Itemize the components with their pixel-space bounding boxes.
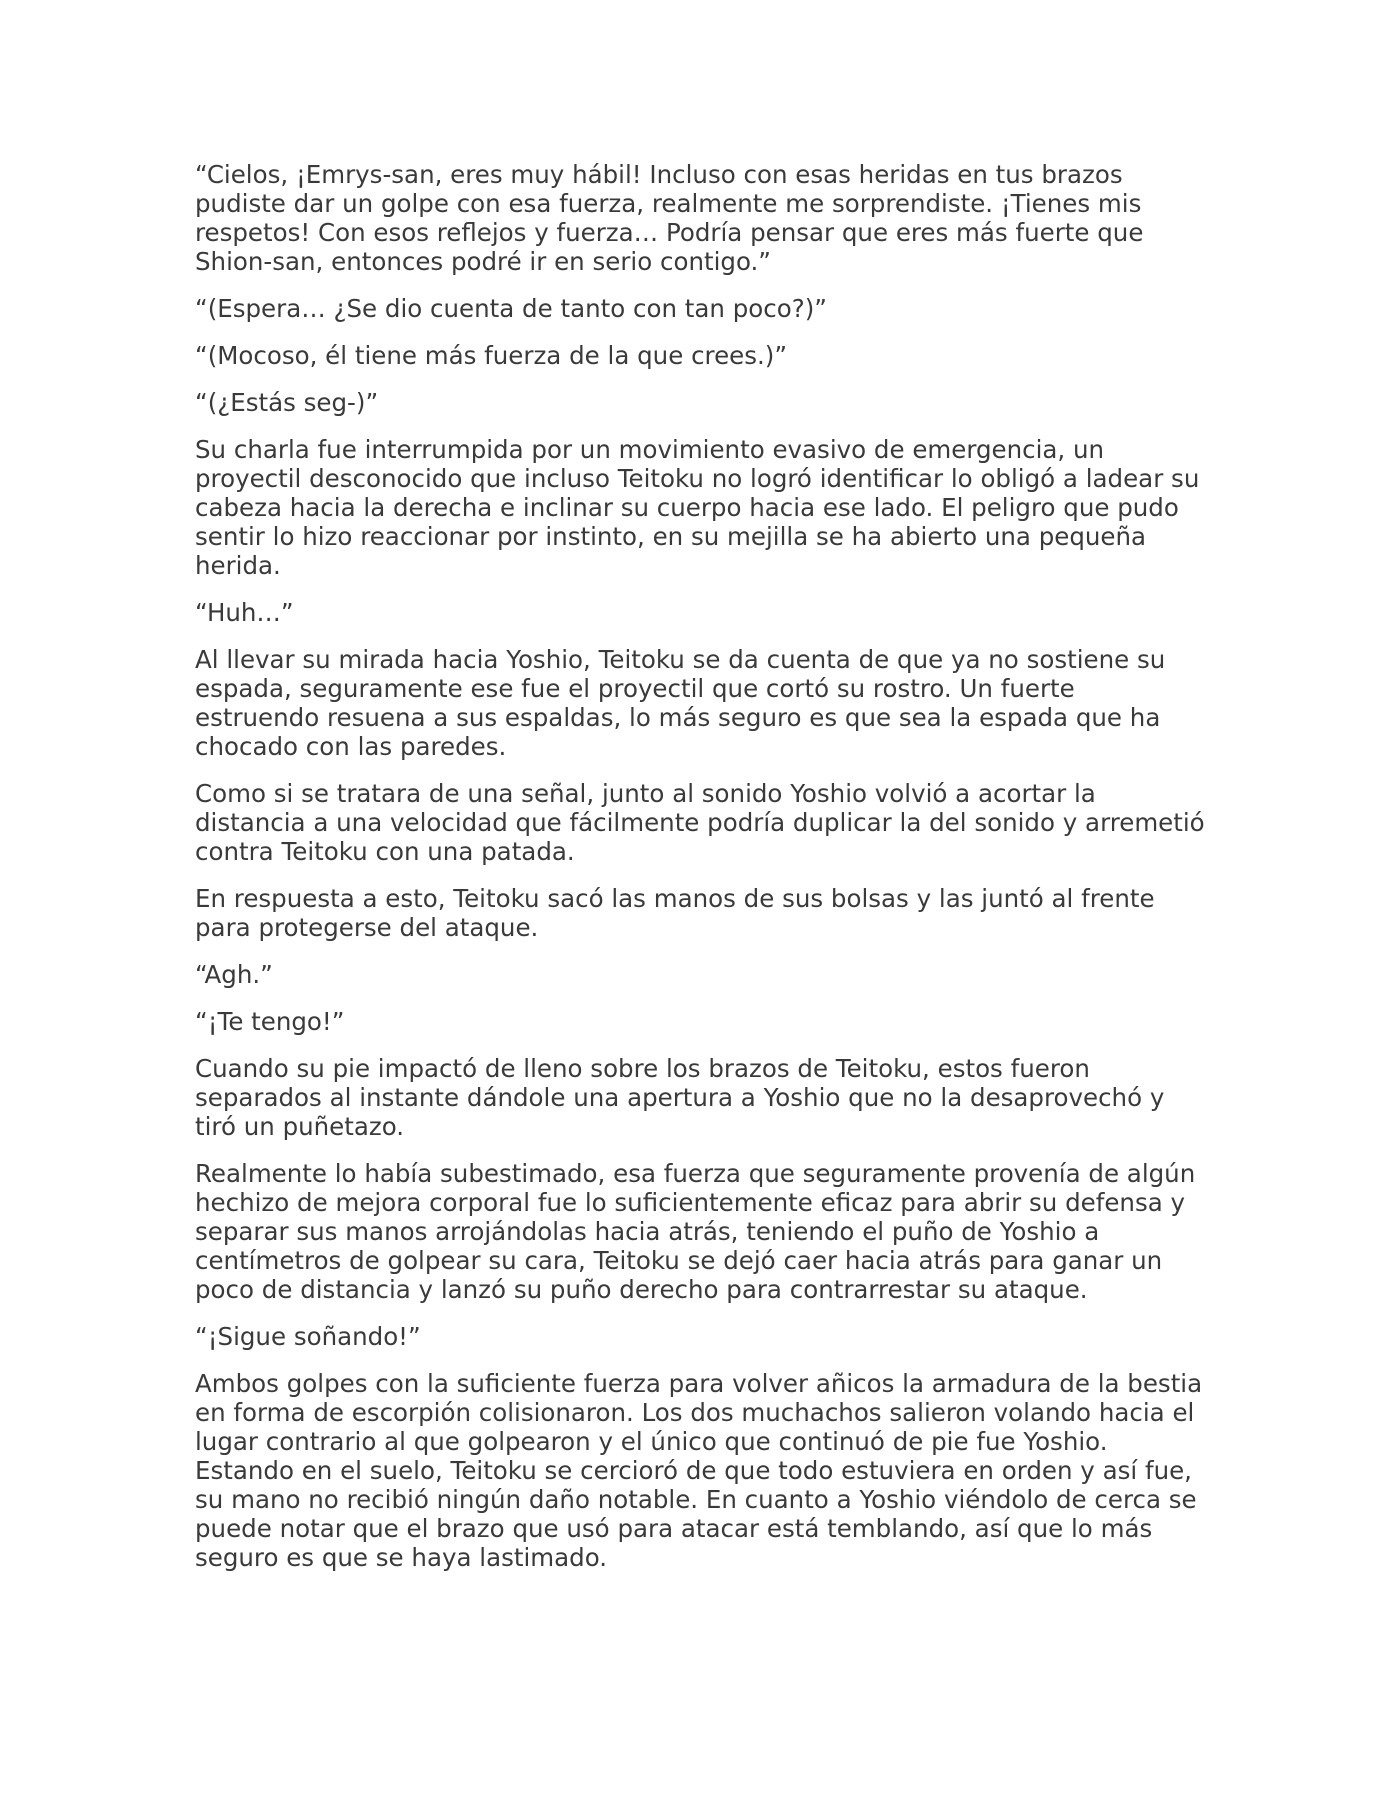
- paragraph-15: Ambos golpes con la suficiente fuerza para volver añicos la armadura de la bestia en forma de escorpión colisionaron. Los dos muchachos salieron volando hacia el lugar contrario al que golpearon y el único que continuó de pie fue Yoshio. Estando en el suelo, Teitoku se cercioró de que todo estuviera en orden y así fue, su mano no recibió ningún daño notable. En cuanto a Yoshio viéndolo de cerca se puede notar que el brazo que usó para atacar está temblando, así que lo más seguro es que se haya lastimado.: [195, 1369, 1203, 1572]
- paragraph-13: Realmente lo había subestimado, esa fuerza que seguramente provenía de algún hechizo de mejora corporal fue lo suficientemente eficaz para abrir su defensa y separar sus manos arrojándolas hacia atrás, teniendo el puño de Yoshio a centímetros de golpear su cara, Teitoku se dejó caer hacia atrás para ganar un poco de distancia y lanzó su puño derecho para contrarrestar su ataque.: [195, 1159, 1196, 1304]
- document-page: [195, 160, 1205, 1590]
- paragraph-5: Su charla fue interrumpida por un movimiento evasivo de emergencia, un proyectil desconocido que incluso Teitoku no logró identificar lo obligó a ladear su cabeza hacia la derecha e inclinar su cuerpo hacia ese lado. El peligro que pudo sentir lo hizo reaccionar por instinto, en su mejilla se ha abierto una pequeña herida.: [195, 435, 1200, 580]
- paragraph-8: Como si se tratara de una señal, junto al sonido Yoshio volvió a acortar la distancia a una velocidad que fácilmente podría duplicar la del sonido y arremetió contra Teitoku con una patada.: [195, 779, 1205, 866]
- paragraph-9: En respuesta a esto, Teitoku sacó las manos de sus bolsas y las juntó al frente para protegerse del ataque.: [195, 884, 1155, 942]
- paragraph-10: “Agh.”: [195, 960, 273, 989]
- paragraph-14: “¡Sigue soñando!”: [195, 1322, 421, 1351]
- paragraph-3: “(Mocoso, él tiene más fuerza de la que crees.)”: [195, 341, 788, 370]
- paragraph-7: Al llevar su mirada hacia Yoshio, Teitoku se da cuenta de que ya no sostiene su espada, seguramente ese fue el proyectil que cortó su rostro. Un fuerte estruendo resuena a sus espaldas, lo más seguro es que sea la espada que ha chocado con las paredes.: [195, 645, 1166, 761]
- paragraph-2: “(Espera… ¿Se dio cuenta de tanto con tan poco?)”: [195, 294, 827, 323]
- paragraph-6: “Huh…”: [195, 598, 294, 627]
- paragraph-4: “(¿Estás seg-)”: [195, 388, 379, 417]
- paragraph-12: Cuando su pie impactó de lleno sobre los brazos de Teitoku, estos fueron separados al instante dándole una apertura a Yoshio que no la desaprovechó y tiró un puñetazo.: [195, 1054, 1165, 1141]
- paragraph-1: “Cielos, ¡Emrys-san, eres muy hábil! Incluso con esas heridas en tus brazos pudiste dar un golpe con esa fuerza, realmente me sorprendiste. ¡Tienes mis respetos! Con esos reflejos y fuerza… Podría pensar que eres más fuerte que Shion-san, entonces podré ir en serio contigo.”: [195, 160, 1144, 276]
- paragraph-11: “¡Te tengo!”: [195, 1007, 345, 1036]
